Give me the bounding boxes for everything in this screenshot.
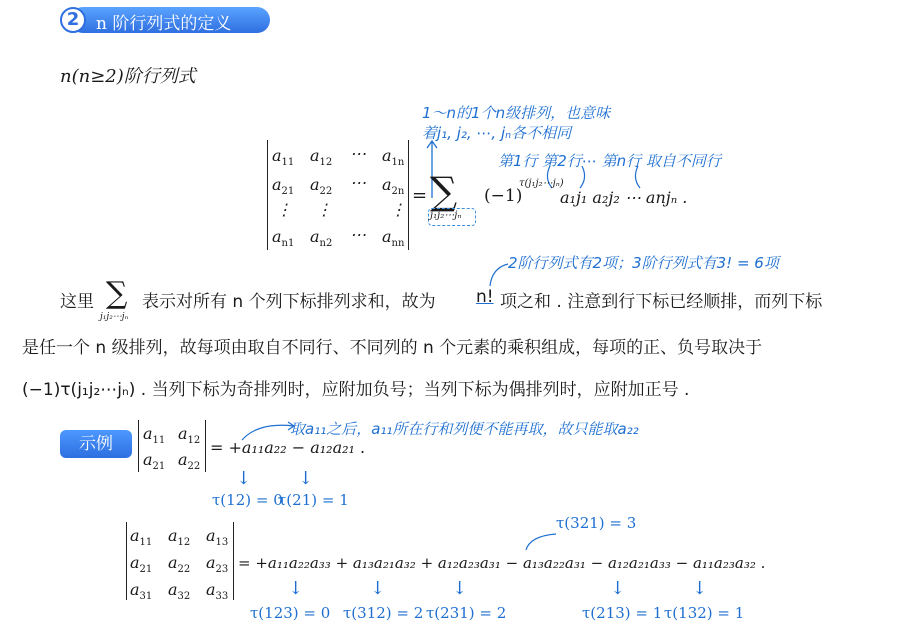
curved-arrow-icon (484, 258, 512, 288)
det-cell: $a_{33}$ (206, 580, 229, 603)
section-title: n 阶行列式的定义 (96, 14, 232, 34)
section-number-badge: 2 (60, 7, 86, 33)
det2-rhs: = +a₁₁a₂₂ − a₁₂a₂₁ . (210, 438, 366, 457)
para-line1-post: 表示对所有 n 个列下标排列求和，故为 (142, 292, 436, 312)
para-nfact: n! (476, 287, 494, 307)
det-cell: $a_{13}$ (206, 526, 229, 549)
para-line1-pre: 这里 (60, 292, 94, 312)
det3-rhs: = +a₁₁a₂₂a₃₃ + a₁₃a₂₁a₃₂ + a₁₂a₂₃a₃₁ − a₁₃a₂₂a₃₁ − a₁₂a₂₁a₃₃ − a₁₁a₂₃a₃₂ . (238, 554, 766, 572)
count-note: 2阶行列式有2项；3阶行列式有3! = 6项 (508, 254, 779, 272)
down-arrow-icon: ↓ (288, 578, 304, 599)
permutation-note-line1: 1～n的1个n级排列，也意味 (422, 104, 611, 122)
inline-sum-index: j₁j₂⋯jₙ (100, 312, 129, 322)
det-cell: $a_{12}$ (178, 424, 201, 447)
para-line1-tail: 项之和 . 注意到行下标已经顺排，而列下标 (500, 292, 823, 312)
det-cell: $a_{21}$ (130, 553, 153, 576)
det-cell: ⋯ (350, 173, 366, 192)
det-cell: ⋮ (276, 200, 292, 219)
sum-symbol: ∑ (430, 169, 458, 213)
det-cell: ⋮ (316, 200, 332, 219)
inline-sum-symbol: ∑ (106, 276, 128, 311)
rows-note: 第1行 第2行⋯ 第n行 取自不同行 (498, 152, 721, 170)
det-cell: $a_{n1}$ (272, 227, 295, 250)
para-line2: 是任一个 n 级排列，故每项由取自不同行、不同列的 n 个元素的乘积组成，每项的正、负号取决于 (22, 338, 763, 358)
product-term: a₁j₁ a₂j₂ ⋯ anjₙ . (560, 188, 688, 207)
det-cell: $a_{23}$ (206, 553, 229, 576)
det-cell: $a_{21}$ (143, 450, 166, 473)
sign-exponent: τ(j₁j₂⋯jₙ) (519, 178, 564, 189)
det-cell: $a_{21}$ (272, 175, 295, 198)
det-cell: $a_{11}$ (143, 424, 166, 447)
down-arrow-icon: ↓ (692, 578, 708, 599)
det-cell: $a_{11}$ (130, 526, 153, 549)
sign-term: (−1) (484, 186, 523, 206)
det-cell: $a_{nn}$ (382, 227, 405, 250)
det-cell: $a_{12}$ (168, 526, 191, 549)
det-cell: ⋯ (350, 144, 366, 163)
equals-sign: = (412, 185, 428, 206)
tau-value: τ(312) = 2 (343, 604, 424, 622)
det-cell: $a_{11}$ (272, 146, 295, 169)
down-arrow-icon: ↓ (370, 578, 386, 599)
tau-321: τ(321) = 3 (556, 514, 637, 532)
tau-value: τ(132) = 1 (664, 604, 745, 622)
permutation-note-line2: 着j₁, j₂, ⋯, jₙ各不相同 (422, 124, 572, 142)
det-cell: ⋯ (350, 225, 366, 244)
tau-value: τ(21) = 1 (278, 491, 349, 509)
sum-index: j₁j₂⋯jₙ (430, 210, 462, 221)
para-line3: (−1)τ(j₁j₂⋯jₙ) . 当列下标为奇排列时，应附加负号；当列下标为偶排列时，应附加正号 . (22, 380, 690, 400)
example2-note: 取a₁₁之后，a₁₁所在行和列便不能再取，故只能取a₂₂ (290, 420, 639, 438)
det-cell: $a_{12}$ (310, 146, 333, 169)
det-cell: $a_{n2}$ (310, 227, 333, 250)
tau-value: τ(213) = 1 (582, 604, 663, 622)
det-cell: $a_{1n}$ (382, 146, 405, 169)
down-arrow-icon: ↓ (298, 468, 314, 489)
down-arrow-icon: ↓ (236, 468, 252, 489)
det-cell: $a_{22}$ (178, 450, 201, 473)
down-arrow-icon: ↓ (452, 578, 468, 599)
curved-arrow-icon (520, 530, 560, 552)
intro-label: n(n≥2)阶行列式 (60, 66, 196, 87)
det-cell: $a_{32}$ (168, 580, 191, 603)
det-cell: $a_{31}$ (130, 580, 153, 603)
example-tag: 示例 (60, 430, 132, 458)
det-cell: $a_{2n}$ (382, 175, 405, 198)
det-cell: ⋮ (390, 200, 406, 219)
tau-value: τ(12) = 0 (212, 491, 283, 509)
down-arrow-icon: ↓ (610, 578, 626, 599)
tau-value: τ(231) = 2 (426, 604, 507, 622)
tau-value: τ(123) = 0 (250, 604, 331, 622)
det-cell: $a_{22}$ (310, 175, 333, 198)
det-cell: $a_{22}$ (168, 553, 191, 576)
